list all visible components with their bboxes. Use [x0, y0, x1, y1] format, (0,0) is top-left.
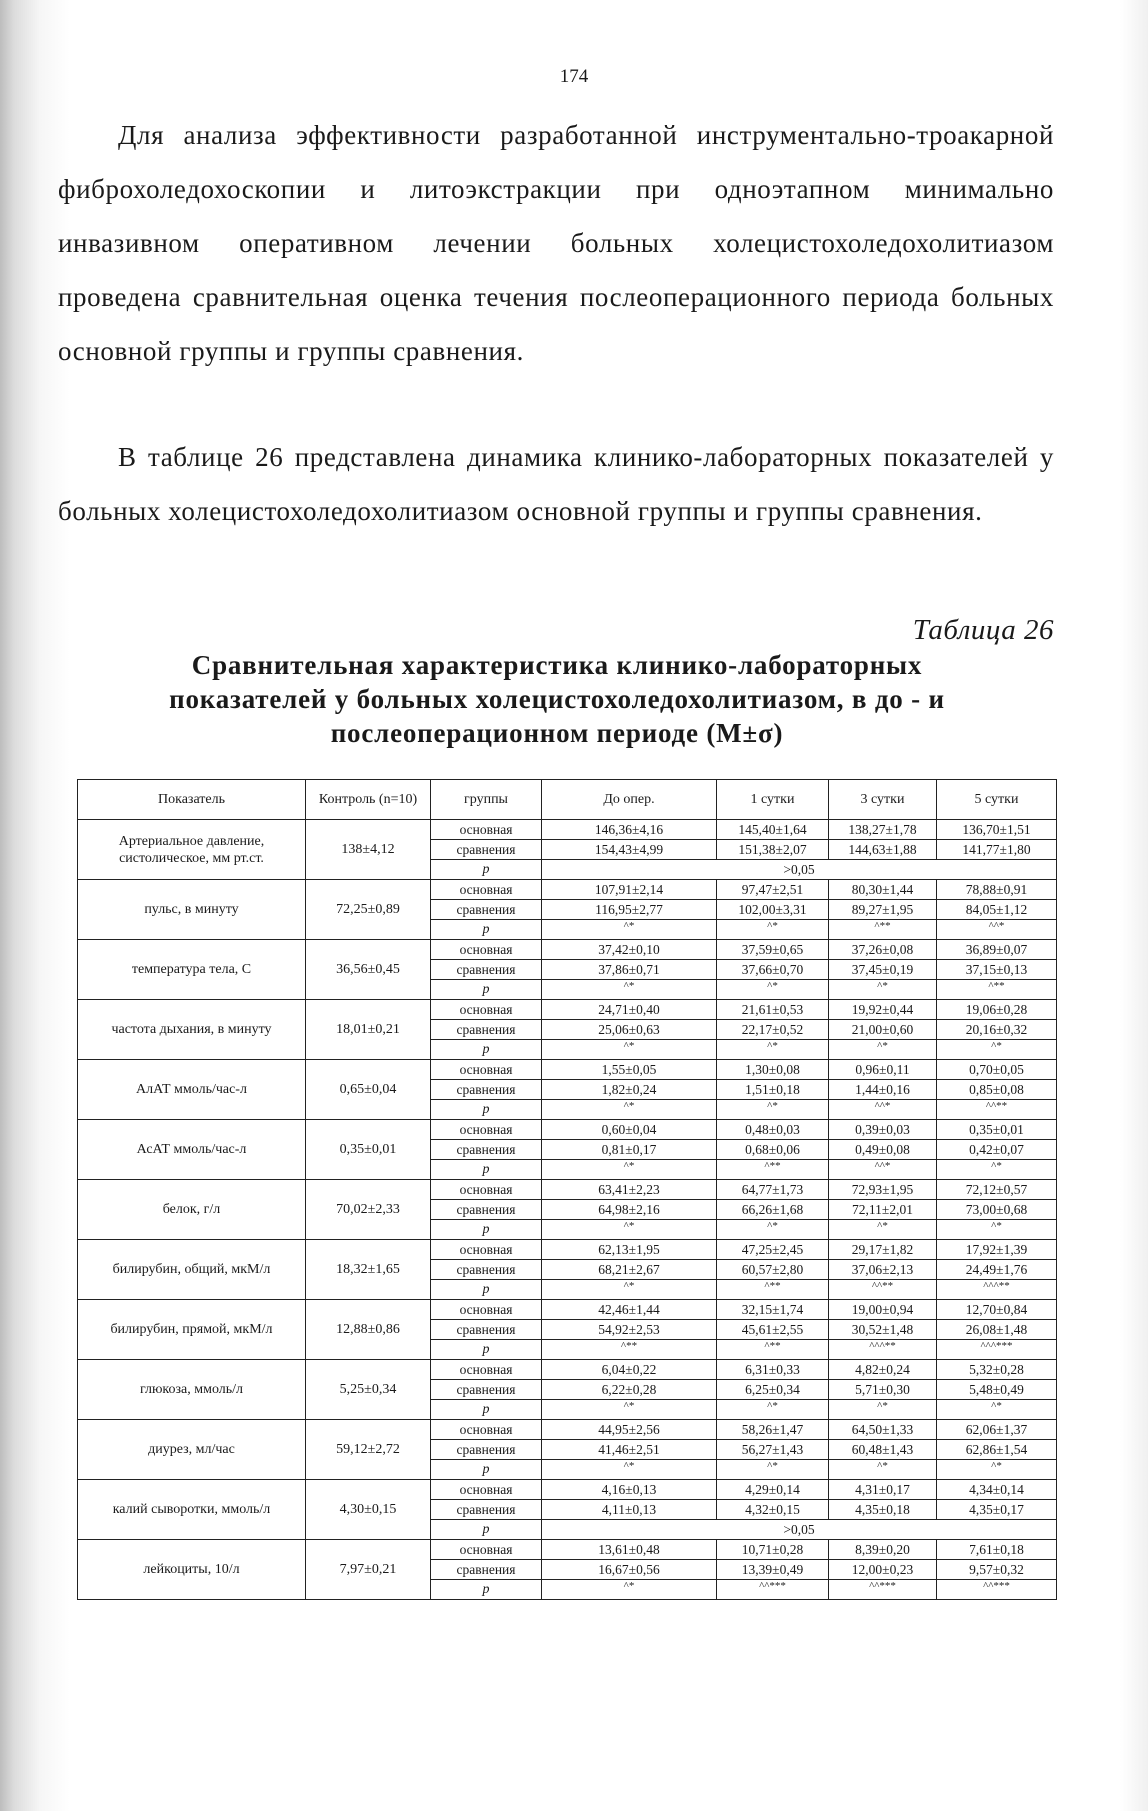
- significance-cell: ^*: [542, 1160, 717, 1180]
- significance-cell: ^**: [717, 1280, 829, 1300]
- value-cell: 54,92±2,53: [542, 1320, 717, 1340]
- value-cell: 30,52±1,48: [829, 1320, 937, 1340]
- value-cell: 6,04±0,22: [542, 1360, 717, 1380]
- significance-cell: ^^*: [937, 920, 1057, 940]
- value-cell: 26,08±1,48: [937, 1320, 1057, 1340]
- group-label-compare: сравнения: [431, 1140, 542, 1160]
- group-label-p: p: [431, 860, 542, 880]
- significance-cell: ^**: [717, 1340, 829, 1360]
- value-cell: 78,88±0,91: [937, 880, 1057, 900]
- group-label-main: основная: [431, 1360, 542, 1380]
- value-cell: 0,70±0,05: [937, 1060, 1057, 1080]
- significance-cell: ^*: [937, 1400, 1057, 1420]
- significance-cell: ^*: [717, 1220, 829, 1240]
- value-cell: 37,45±0,19: [829, 960, 937, 980]
- value-cell: 64,77±1,73: [717, 1180, 829, 1200]
- indicator-cell: диурез, мл/час: [78, 1420, 306, 1480]
- table-row-main: [78, 1240, 1057, 1260]
- significance-cell: ^^*: [829, 1160, 937, 1180]
- header-groups: группы: [431, 780, 542, 820]
- value-cell: 64,98±2,16: [542, 1200, 717, 1220]
- significance-cell: ^*: [717, 1100, 829, 1120]
- value-cell: 32,15±1,74: [717, 1300, 829, 1320]
- value-cell: 0,39±0,03: [829, 1120, 937, 1140]
- significance-cell: ^*: [542, 980, 717, 1000]
- significance-cell: ^*: [542, 1220, 717, 1240]
- value-cell: 6,31±0,33: [717, 1360, 829, 1380]
- table-title-line: показателей у больных холецистохоледохолитиазом, в до - и: [169, 684, 945, 714]
- table-title: [60, 648, 1054, 750]
- significance-cell: ^*: [717, 920, 829, 940]
- value-cell: 44,95±2,56: [542, 1420, 717, 1440]
- table-row-main: [78, 1480, 1057, 1500]
- significance-cell: ^^***: [937, 1580, 1057, 1600]
- significance-cell: ^**: [937, 980, 1057, 1000]
- value-cell: 154,43±4,99: [542, 840, 717, 860]
- value-cell: 56,27±1,43: [717, 1440, 829, 1460]
- group-label-main: основная: [431, 820, 542, 840]
- value-cell: 41,46±2,51: [542, 1440, 717, 1460]
- value-cell: 4,82±0,24: [829, 1360, 937, 1380]
- significance-cell: ^*: [542, 1040, 717, 1060]
- table-row-main: [78, 1060, 1057, 1080]
- group-label-p: p: [431, 1040, 542, 1060]
- body-paragraph-2: [58, 430, 1054, 538]
- group-label-main: основная: [431, 1480, 542, 1500]
- header-day-3: 3 сутки: [829, 780, 937, 820]
- control-cell: 138±4,12: [306, 820, 431, 880]
- value-cell: 37,66±0,70: [717, 960, 829, 980]
- indicator-cell: пульс, в минуту: [78, 880, 306, 940]
- significance-cell: ^*: [542, 1400, 717, 1420]
- group-label-main: основная: [431, 940, 542, 960]
- significance-cell: ^*: [717, 980, 829, 1000]
- significance-cell: ^*: [542, 1580, 717, 1600]
- value-cell: 4,32±0,15: [717, 1500, 829, 1520]
- group-label-compare: сравнения: [431, 960, 542, 980]
- significance-cell: ^**: [542, 1340, 717, 1360]
- value-cell: 5,71±0,30: [829, 1380, 937, 1400]
- paragraph-text: Для анализа эффективности разработанной инструментально-троакарной фиброхоледохоскопии и литоэкстракции при одноэтапном минимально инвазивном оперативном лечении больных холецистохоледохолитиазом проведена сравнительная оценка течения послеоперационного периода больных основной группы и группы сравнения.: [58, 120, 1054, 366]
- significance-cell: ^*: [542, 1100, 717, 1120]
- value-cell: 0,96±0,11: [829, 1060, 937, 1080]
- value-cell: 36,89±0,07: [937, 940, 1057, 960]
- value-cell: 6,25±0,34: [717, 1380, 829, 1400]
- value-cell: 0,85±0,08: [937, 1080, 1057, 1100]
- value-cell: 45,61±2,55: [717, 1320, 829, 1340]
- value-cell: 66,26±1,68: [717, 1200, 829, 1220]
- group-label-main: основная: [431, 1540, 542, 1560]
- control-cell: 12,88±0,86: [306, 1300, 431, 1360]
- control-cell: 18,32±1,65: [306, 1240, 431, 1300]
- value-cell: 12,70±0,84: [937, 1300, 1057, 1320]
- value-cell: 9,57±0,32: [937, 1560, 1057, 1580]
- value-cell: 4,35±0,17: [937, 1500, 1057, 1520]
- value-cell: 5,48±0,49: [937, 1380, 1057, 1400]
- value-cell: 4,29±0,14: [717, 1480, 829, 1500]
- significance-cell: ^**: [717, 1160, 829, 1180]
- header-indicator: Показатель: [78, 780, 306, 820]
- value-cell: 24,71±0,40: [542, 1000, 717, 1020]
- significance-cell: ^*: [717, 1040, 829, 1060]
- table-header-row: [78, 780, 1057, 820]
- significance-cell: ^^^**: [937, 1280, 1057, 1300]
- significance-cell: ^*: [937, 1460, 1057, 1480]
- value-cell: 0,68±0,06: [717, 1140, 829, 1160]
- value-cell: 37,26±0,08: [829, 940, 937, 960]
- value-cell: 68,21±2,67: [542, 1260, 717, 1280]
- indicator-cell: белок, г/л: [78, 1180, 306, 1240]
- control-cell: 0,65±0,04: [306, 1060, 431, 1120]
- group-label-p: p: [431, 1280, 542, 1300]
- significance-cell: ^*: [717, 1400, 829, 1420]
- value-cell: 21,00±0,60: [829, 1020, 937, 1040]
- value-cell: 0,81±0,17: [542, 1140, 717, 1160]
- control-cell: 5,25±0,34: [306, 1360, 431, 1420]
- significance-cell: ^*: [829, 1040, 937, 1060]
- value-cell: 37,06±2,13: [829, 1260, 937, 1280]
- value-cell: 1,44±0,16: [829, 1080, 937, 1100]
- table-row-main: [78, 1540, 1057, 1560]
- group-label-p: p: [431, 1160, 542, 1180]
- control-cell: 59,12±2,72: [306, 1420, 431, 1480]
- value-cell: 116,95±2,77: [542, 900, 717, 920]
- value-cell: 145,40±1,64: [717, 820, 829, 840]
- table-row-main: [78, 1120, 1057, 1140]
- control-cell: 72,25±0,89: [306, 880, 431, 940]
- significance-cell: ^*: [937, 1040, 1057, 1060]
- group-label-p: p: [431, 1400, 542, 1420]
- significance-cell: ^^**: [829, 1280, 937, 1300]
- control-cell: 0,35±0,01: [306, 1120, 431, 1180]
- value-cell: 0,35±0,01: [937, 1120, 1057, 1140]
- table-row-main: [78, 1300, 1057, 1320]
- group-label-compare: сравнения: [431, 1380, 542, 1400]
- value-cell: 42,46±1,44: [542, 1300, 717, 1320]
- value-cell: 21,61±0,53: [717, 1000, 829, 1020]
- group-label-main: основная: [431, 1420, 542, 1440]
- value-cell: 60,48±1,43: [829, 1440, 937, 1460]
- table-row-main: [78, 820, 1057, 840]
- p-value-merged: >0,05: [542, 1520, 1057, 1540]
- value-cell: 80,30±1,44: [829, 880, 937, 900]
- value-cell: 4,16±0,13: [542, 1480, 717, 1500]
- table-row-main: [78, 1420, 1057, 1440]
- significance-cell: ^*: [937, 1220, 1057, 1240]
- group-label-compare: сравнения: [431, 1500, 542, 1520]
- indicator-cell: калий сыворотки, ммоль/л: [78, 1480, 306, 1540]
- value-cell: 1,82±0,24: [542, 1080, 717, 1100]
- significance-cell: ^*: [542, 1460, 717, 1480]
- value-cell: 60,57±2,80: [717, 1260, 829, 1280]
- indicator-cell: билирубин, общий, мкМ/л: [78, 1240, 306, 1300]
- value-cell: 7,61±0,18: [937, 1540, 1057, 1560]
- control-cell: 70,02±2,33: [306, 1180, 431, 1240]
- value-cell: 4,11±0,13: [542, 1500, 717, 1520]
- value-cell: 29,17±1,82: [829, 1240, 937, 1260]
- value-cell: 37,59±0,65: [717, 940, 829, 960]
- value-cell: 72,93±1,95: [829, 1180, 937, 1200]
- group-label-p: p: [431, 1220, 542, 1240]
- table-row-main: [78, 880, 1057, 900]
- significance-cell: ^^*: [829, 1100, 937, 1120]
- value-cell: 1,55±0,05: [542, 1060, 717, 1080]
- value-cell: 62,06±1,37: [937, 1420, 1057, 1440]
- significance-cell: ^*: [829, 1460, 937, 1480]
- table-row-main: [78, 1000, 1057, 1020]
- significance-cell: ^**: [829, 920, 937, 940]
- value-cell: 144,63±1,88: [829, 840, 937, 860]
- table-row-main: [78, 1180, 1057, 1200]
- value-cell: 89,27±1,95: [829, 900, 937, 920]
- table-title-line: послеоперационном периоде (M±σ): [330, 718, 784, 748]
- value-cell: 73,00±0,68: [937, 1200, 1057, 1220]
- header-day-1: 1 сутки: [717, 780, 829, 820]
- value-cell: 37,42±0,10: [542, 940, 717, 960]
- group-label-compare: сравнения: [431, 1440, 542, 1460]
- paragraph-text: В таблице 26 представлена динамика клинико-лабораторных показателей у больных холецистохоледохолитиазом основной группы и группы сравнения.: [58, 442, 1054, 526]
- value-cell: 0,60±0,04: [542, 1120, 717, 1140]
- value-cell: 17,92±1,39: [937, 1240, 1057, 1260]
- group-label-main: основная: [431, 1120, 542, 1140]
- value-cell: 5,32±0,28: [937, 1360, 1057, 1380]
- value-cell: 22,17±0,52: [717, 1020, 829, 1040]
- comparison-table: [77, 779, 1057, 1600]
- control-cell: 7,97±0,21: [306, 1540, 431, 1600]
- significance-cell: ^^^***: [937, 1340, 1057, 1360]
- value-cell: 16,67±0,56: [542, 1560, 717, 1580]
- significance-cell: ^^***: [829, 1580, 937, 1600]
- table-row-main: [78, 1360, 1057, 1380]
- group-label-p: p: [431, 980, 542, 1000]
- significance-cell: ^^***: [717, 1580, 829, 1600]
- value-cell: 1,51±0,18: [717, 1080, 829, 1100]
- group-label-main: основная: [431, 1240, 542, 1260]
- value-cell: 19,00±0,94: [829, 1300, 937, 1320]
- indicator-cell: частота дыхания, в минуту: [78, 1000, 306, 1060]
- header-control: Контроль (n=10): [306, 780, 431, 820]
- value-cell: 20,16±0,32: [937, 1020, 1057, 1040]
- body-paragraph-1: [58, 108, 1054, 378]
- indicator-cell: АсАТ ммоль/час-л: [78, 1120, 306, 1180]
- value-cell: 136,70±1,51: [937, 820, 1057, 840]
- group-label-compare: сравнения: [431, 1020, 542, 1040]
- significance-cell: ^^^**: [829, 1340, 937, 1360]
- value-cell: 47,25±2,45: [717, 1240, 829, 1260]
- value-cell: 63,41±2,23: [542, 1180, 717, 1200]
- value-cell: 6,22±0,28: [542, 1380, 717, 1400]
- indicator-cell: лейкоциты, 10/л: [78, 1540, 306, 1600]
- group-label-compare: сравнения: [431, 1560, 542, 1580]
- indicator-cell: АлАТ ммоль/час-л: [78, 1060, 306, 1120]
- group-label-compare: сравнения: [431, 1260, 542, 1280]
- group-label-main: основная: [431, 1300, 542, 1320]
- header-before-op: До опер.: [542, 780, 717, 820]
- table-row-main: [78, 940, 1057, 960]
- table-title-line: Сравнительная характеристика клинико-лабораторных: [191, 650, 923, 680]
- indicator-cell: температура тела, С: [78, 940, 306, 1000]
- value-cell: 107,91±2,14: [542, 880, 717, 900]
- value-cell: 151,38±2,07: [717, 840, 829, 860]
- value-cell: 37,15±0,13: [937, 960, 1057, 980]
- value-cell: 4,35±0,18: [829, 1500, 937, 1520]
- significance-cell: ^*: [937, 1160, 1057, 1180]
- value-cell: 62,86±1,54: [937, 1440, 1057, 1460]
- group-label-compare: сравнения: [431, 1200, 542, 1220]
- group-label-compare: сравнения: [431, 1080, 542, 1100]
- value-cell: 25,06±0,63: [542, 1020, 717, 1040]
- page-number: 174: [559, 66, 589, 87]
- group-label-compare: сравнения: [431, 840, 542, 860]
- significance-cell: ^*: [542, 920, 717, 940]
- group-label-main: основная: [431, 1000, 542, 1020]
- value-cell: 62,13±1,95: [542, 1240, 717, 1260]
- value-cell: 0,49±0,08: [829, 1140, 937, 1160]
- header-day-5: 5 сутки: [937, 780, 1057, 820]
- group-label-p: p: [431, 1580, 542, 1600]
- indicator-cell: билирубин, прямой, мкМ/л: [78, 1300, 306, 1360]
- table-label: Таблица 26: [912, 614, 1054, 646]
- group-label-compare: сравнения: [431, 1320, 542, 1340]
- value-cell: 37,86±0,71: [542, 960, 717, 980]
- value-cell: 0,48±0,03: [717, 1120, 829, 1140]
- control-cell: 4,30±0,15: [306, 1480, 431, 1540]
- value-cell: 13,39±0,49: [717, 1560, 829, 1580]
- value-cell: 72,12±0,57: [937, 1180, 1057, 1200]
- value-cell: 19,92±0,44: [829, 1000, 937, 1020]
- value-cell: 24,49±1,76: [937, 1260, 1057, 1280]
- value-cell: 102,00±3,31: [717, 900, 829, 920]
- value-cell: 146,36±4,16: [542, 820, 717, 840]
- value-cell: 64,50±1,33: [829, 1420, 937, 1440]
- value-cell: 8,39±0,20: [829, 1540, 937, 1560]
- group-label-p: p: [431, 920, 542, 940]
- control-cell: 36,56±0,45: [306, 940, 431, 1000]
- value-cell: 84,05±1,12: [937, 900, 1057, 920]
- group-label-main: основная: [431, 1180, 542, 1200]
- value-cell: 141,77±1,80: [937, 840, 1057, 860]
- value-cell: 10,71±0,28: [717, 1540, 829, 1560]
- value-cell: 4,34±0,14: [937, 1480, 1057, 1500]
- value-cell: 0,42±0,07: [937, 1140, 1057, 1160]
- group-label-p: p: [431, 1340, 542, 1360]
- value-cell: 58,26±1,47: [717, 1420, 829, 1440]
- significance-cell: ^*: [829, 1220, 937, 1240]
- value-cell: 1,30±0,08: [717, 1060, 829, 1080]
- indicator-cell: Артериальное давление, систолическое, мм рт.ст.: [78, 820, 306, 880]
- value-cell: 97,47±2,51: [717, 880, 829, 900]
- significance-cell: ^^**: [937, 1100, 1057, 1120]
- control-cell: 18,01±0,21: [306, 1000, 431, 1060]
- value-cell: 4,31±0,17: [829, 1480, 937, 1500]
- group-label-p: p: [431, 1100, 542, 1120]
- significance-cell: ^*: [542, 1280, 717, 1300]
- group-label-p: p: [431, 1520, 542, 1540]
- significance-cell: ^*: [829, 1400, 937, 1420]
- group-label-main: основная: [431, 1060, 542, 1080]
- value-cell: 72,11±2,01: [829, 1200, 937, 1220]
- group-label-compare: сравнения: [431, 900, 542, 920]
- p-value-merged: >0,05: [542, 860, 1057, 880]
- value-cell: 12,00±0,23: [829, 1560, 937, 1580]
- value-cell: 13,61±0,48: [542, 1540, 717, 1560]
- significance-cell: ^*: [829, 980, 937, 1000]
- value-cell: 138,27±1,78: [829, 820, 937, 840]
- value-cell: 19,06±0,28: [937, 1000, 1057, 1020]
- indicator-cell: глюкоза, ммоль/л: [78, 1360, 306, 1420]
- group-label-main: основная: [431, 880, 542, 900]
- significance-cell: ^*: [717, 1460, 829, 1480]
- group-label-p: p: [431, 1460, 542, 1480]
